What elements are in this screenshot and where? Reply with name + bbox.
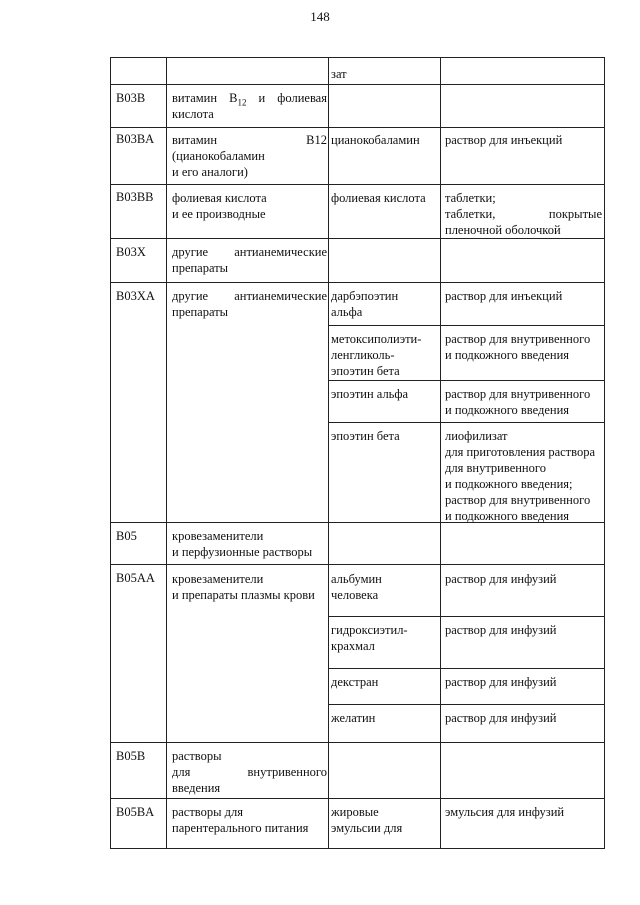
table-rule (328, 616, 605, 617)
word: витамин (172, 133, 218, 147)
dosage-form-line: раствор для инфузий (445, 675, 557, 689)
drug-name-line: ленгликоль- (331, 348, 395, 362)
dosage-form-line: раствор для внутривенного (445, 387, 591, 401)
atc-group-line: введения (172, 781, 221, 795)
word: внутривенного (247, 765, 327, 779)
atc-code: B03B (116, 91, 146, 105)
atc-code: B03X (116, 245, 146, 259)
table-rule (328, 704, 605, 705)
atc-group-line (172, 288, 327, 304)
atc-group-line: парентерального питания (172, 821, 309, 835)
drug-name-line: эпоэтин альфа (331, 387, 409, 401)
word: антианемические (234, 289, 327, 303)
table-rule (110, 84, 605, 85)
dosage-form-line: раствор для инфузий (445, 711, 557, 725)
atc-group-line: препараты (172, 261, 229, 275)
table-rule (110, 798, 605, 799)
dosage-form-line: пленочной оболочкой (445, 223, 561, 237)
atc-group-line: кровезаменители (172, 529, 264, 543)
page-number: 148 (310, 9, 330, 24)
table-rule (110, 57, 605, 58)
dosage-form-line: раствор для внутривенного (445, 332, 591, 346)
drug-name-line: эпоэтин бета (331, 364, 400, 378)
drug-name-line: зат (331, 67, 347, 81)
word: B12 (306, 133, 327, 147)
atc-code: B05AA (116, 571, 155, 585)
dosage-form-line: и подкожного введения (445, 348, 570, 362)
word: другие (172, 289, 209, 303)
atc-group-line (172, 244, 327, 260)
word: витамин (172, 91, 218, 105)
drug-name-line: декстран (331, 675, 379, 689)
atc-code: B03XA (116, 289, 155, 303)
atc-group-line (172, 132, 327, 148)
table-rule (110, 564, 605, 565)
word: покрытые (548, 207, 602, 221)
atc-group-line: и перфузионные растворы (172, 545, 313, 559)
atc-group-line: кислота (172, 107, 214, 121)
drug-name-line: желатин (331, 711, 376, 725)
table-rule (110, 282, 605, 283)
table-rule (328, 422, 605, 423)
atc-code: B03BB (116, 190, 154, 204)
atc-group-line (172, 764, 327, 780)
dosage-form-line: раствор для внутривенного (445, 493, 591, 507)
word: и (258, 91, 266, 105)
word: для (172, 765, 191, 779)
atc-group-line: фолиевая кислота (172, 191, 267, 205)
table-column-rule (604, 57, 605, 849)
atc-code: B05BA (116, 805, 155, 819)
table-column-rule (166, 57, 167, 849)
table-rule (328, 380, 605, 381)
drug-name-line: эмульсии для (331, 821, 403, 835)
atc-group-line: препараты (172, 305, 229, 319)
drug-name-line: фолиевая кислота (331, 191, 426, 205)
atc-code: B03BA (116, 132, 155, 146)
dosage-form-line: и подкожного введения (445, 403, 570, 417)
atc-group-line: и ее производные (172, 207, 266, 221)
atc-code: B05B (116, 749, 146, 763)
word: таблетки, (445, 207, 496, 221)
dosage-form-line: эмульсия для инфузий (445, 805, 565, 819)
dosage-form-line: таблетки; (445, 191, 496, 205)
drug-name-line: эпоэтин бета (331, 429, 400, 443)
dosage-form-line: раствор для инъекций (445, 289, 563, 303)
atc-group-line: растворы для (172, 805, 243, 819)
table-column-rule (440, 57, 441, 849)
dosage-form-line: раствор для инфузий (445, 572, 557, 586)
word: $B_{12}$ (229, 91, 247, 108)
atc-code: B05 (116, 529, 137, 543)
drug-name-line: метоксиполиэти- (331, 332, 422, 346)
dosage-form-line: и подкожного введения (445, 509, 570, 523)
dosage-form-line: лиофилизат (445, 429, 508, 443)
word: другие (172, 245, 209, 259)
word: антианемические (234, 245, 327, 259)
dosage-form-line: для внутривенного (445, 461, 546, 475)
table-column-rule (328, 57, 329, 849)
table-rule (110, 184, 605, 185)
subscript: 12 (237, 97, 247, 108)
atc-group-line: и его аналоги) (172, 165, 248, 179)
table-rule (110, 848, 605, 849)
dosage-form-line: для приготовления раствора (445, 445, 595, 459)
dosage-form-line: раствор для инъекций (445, 133, 563, 147)
table-rule (328, 668, 605, 669)
table-rule (110, 742, 605, 743)
table-rule (328, 325, 605, 326)
atc-group-line: и препараты плазмы крови (172, 588, 315, 602)
atc-group-line: растворы (172, 749, 222, 763)
drug-name-line: человека (331, 588, 379, 602)
drug-name-line: крахмал (331, 639, 375, 653)
drug-name-line: альфа (331, 305, 363, 319)
dosage-form-line: и подкожного введения; (445, 477, 573, 491)
drug-name-line: жировые (331, 805, 379, 819)
drug-name-line: цианокобаламин (331, 133, 420, 147)
atc-group-line: кровезаменители (172, 572, 264, 586)
dosage-form-line (445, 206, 602, 222)
drug-name-line: гидроксиэтил- (331, 623, 408, 637)
table-rule (110, 127, 605, 128)
table-rule (110, 238, 605, 239)
table-column-rule (110, 57, 111, 849)
word: фолиевая (277, 91, 327, 105)
drug-name-line: альбумин (331, 572, 382, 586)
atc-group-line: (цианокобаламин (172, 149, 265, 163)
dosage-form-line: раствор для инфузий (445, 623, 557, 637)
drug-name-line: дарбэпоэтин (331, 289, 399, 303)
